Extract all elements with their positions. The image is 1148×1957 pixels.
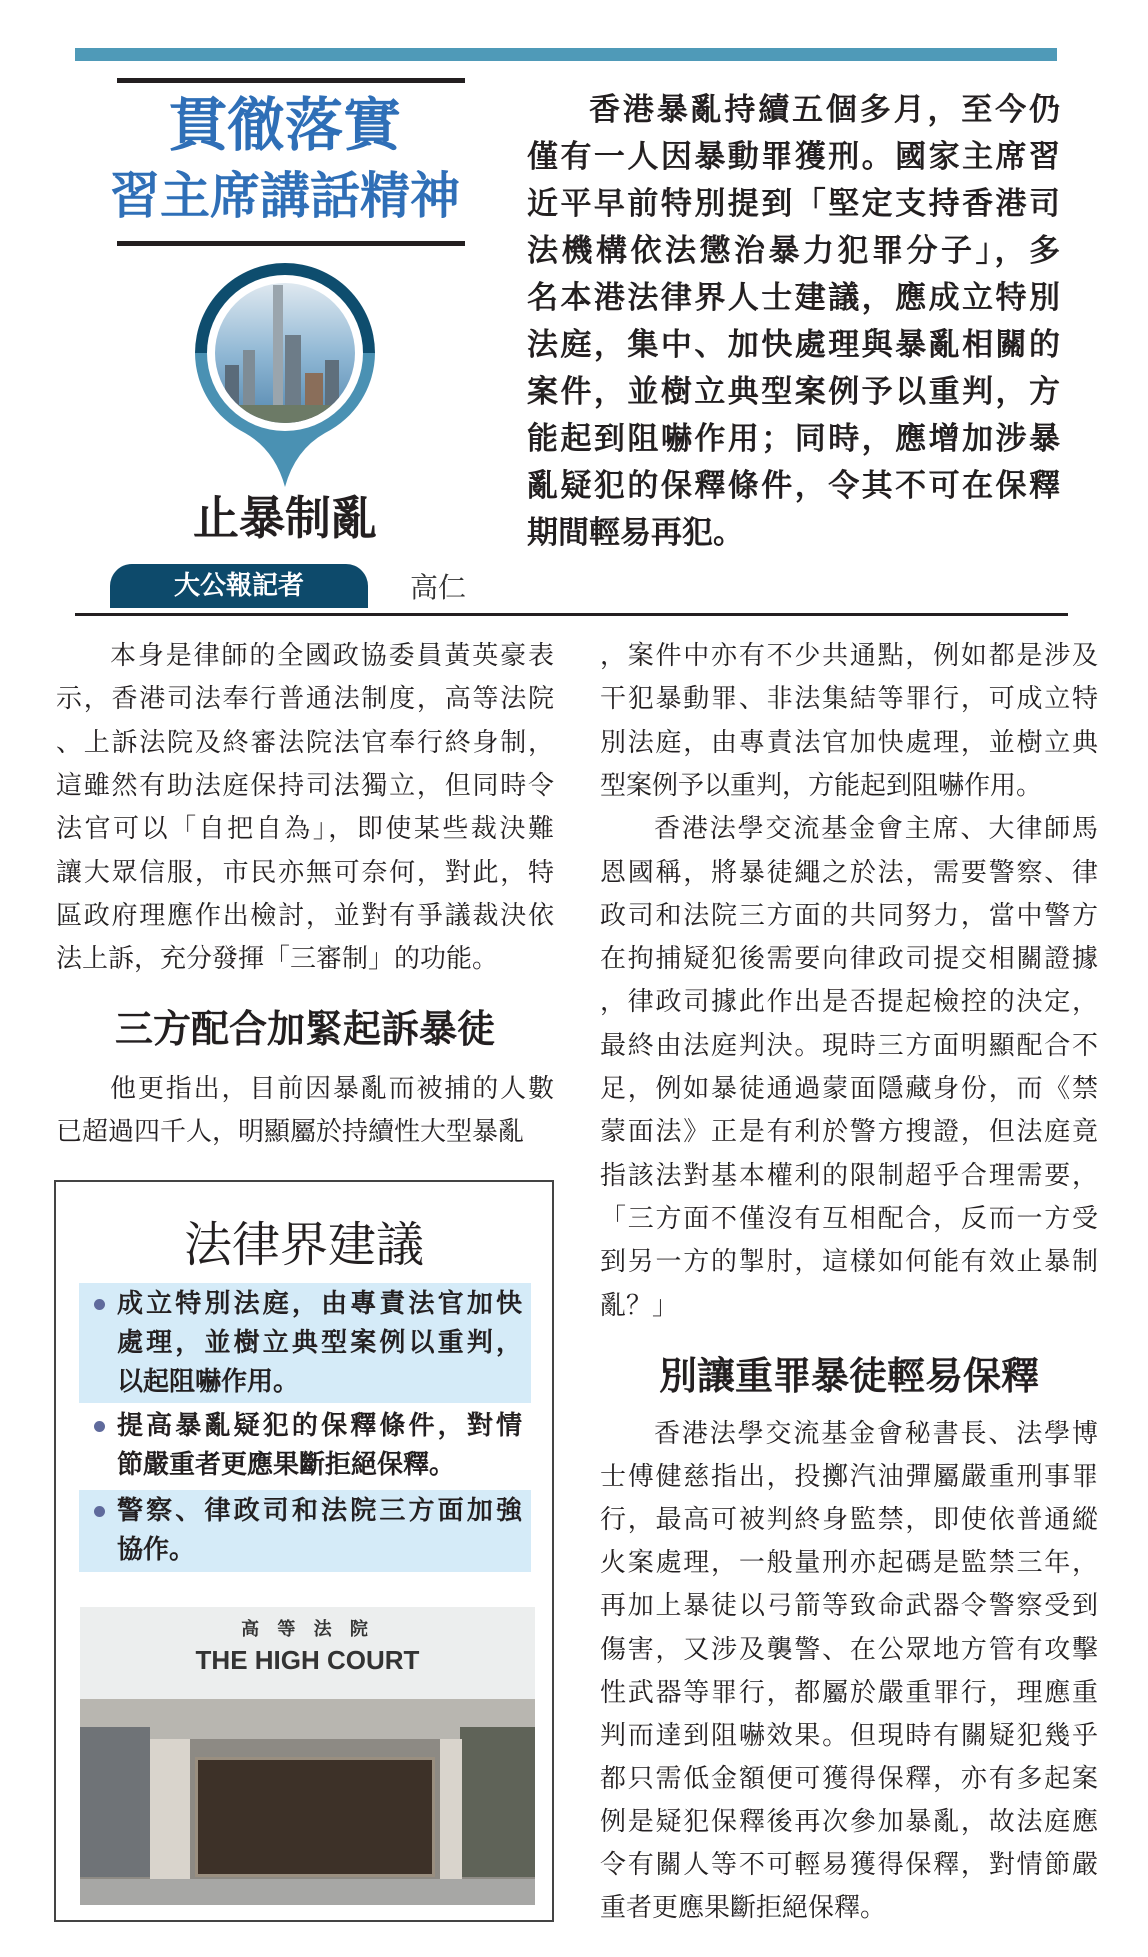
- body-line: 性武器等罪行，都屬於嚴重罪行，理應重: [600, 1677, 1098, 1708]
- body-line: 行，最高可被判終身監禁，即使依普通縱: [600, 1505, 1098, 1536]
- intro-line: 案件，並樹立典型案例予以重判，方: [527, 374, 1060, 410]
- kicker-line-1: 貫徹落實: [168, 91, 401, 159]
- body-line: 最終由法庭判決。現時三方面明顯配合不: [600, 1030, 1098, 1061]
- kicker-top-rule: [117, 78, 465, 83]
- body-line: 判而達到阻嚇效果。但現時有關疑犯幾乎: [600, 1720, 1098, 1751]
- body-line: 到另一方的掣肘，這樣如何能有效止暴制: [600, 1247, 1098, 1278]
- kicker-line-2: 習主席講話精神: [110, 167, 460, 225]
- recommendation-line: 警察、律政司和法院三方面加強: [117, 1496, 522, 1526]
- body-line: 恩國稱，將暴徒繩之於法，需要警察、律: [600, 857, 1098, 888]
- recommendation-line: 以起阻嚇作用。: [117, 1367, 300, 1397]
- body-line: 示，香港司法奉行普通法制度，高等法院: [56, 684, 554, 715]
- body-line: 傷害，又涉及襲警、在公眾地方管有攻擊: [600, 1634, 1098, 1665]
- recommendation-line: 成立特別法庭，由專責法官加快: [117, 1289, 522, 1319]
- intro-line: 香港暴亂持續五個多月，至今仍: [589, 92, 1060, 128]
- body-line: 已超過四千人，明顯屬於持續性大型暴亂: [56, 1117, 525, 1148]
- body-line: ，律政司據此作出是否提起檢控的決定，: [600, 987, 1098, 1018]
- bullet-icon: [94, 1421, 105, 1432]
- map-pin-photo-icon: [185, 255, 385, 490]
- body-line: 讓大眾信服，市民亦無可奈何，對此，特: [56, 857, 554, 888]
- body-line: 干犯暴動罪、非法集結等罪行，可成立特: [600, 684, 1098, 715]
- subhead-three-parties: 三方配合加緊起訴暴徒: [114, 1007, 495, 1051]
- recommendation-line: 節嚴重者更應果斷拒絕保釋。: [117, 1450, 456, 1480]
- bullet-icon: [94, 1299, 105, 1310]
- intro-line: 法機構依法懲治暴力犯罪分子」，多: [527, 233, 1060, 269]
- body-line: 都只需低金額便可獲得保釋，亦有多起案: [600, 1763, 1098, 1794]
- intro-line: 亂疑犯的保釋條件，令其不可在保釋: [527, 468, 1060, 504]
- intro-line: 僅有一人因暴動罪獲刑。國家主席習: [527, 139, 1060, 175]
- recommendation-line: 提高暴亂疑犯的保釋條件，對情: [117, 1411, 522, 1441]
- recommendation-line: 處理，並樹立典型案例以重判，: [117, 1328, 522, 1358]
- body-line: 亂？」: [600, 1290, 679, 1321]
- byline-author: 高仁: [410, 571, 467, 604]
- body-line: 蒙面法》正是有利於警方搜證，但法庭竟: [600, 1117, 1098, 1148]
- body-line: 足，例如暴徒通過蒙面隱藏身份，而《禁: [600, 1074, 1098, 1104]
- body-line: 香港法學交流基金會秘書長、法學博: [654, 1419, 1098, 1449]
- body-line: 法官可以「自把自為」，即使某些裁決難: [56, 814, 554, 845]
- body-line: 別法庭，由專責法官加快處理，並樹立典: [600, 727, 1098, 758]
- body-line: ，案件中亦有不少共通點，例如都是涉及: [600, 641, 1098, 671]
- body-line: 香港法學交流基金會主席、大律師馬: [654, 814, 1098, 845]
- intro-line: 期間輕易再犯。: [527, 515, 744, 551]
- intro-line: 名本港法律界人士建議，應成立特別: [527, 280, 1060, 316]
- body-line: 型案例予以重判，方能起到阻嚇作用。: [600, 770, 1043, 801]
- body-line: 他更指出，目前因暴亂而被捕的人數: [110, 1074, 554, 1104]
- recommendation-line: 協作。: [117, 1535, 196, 1565]
- column-title: 止暴制亂: [193, 491, 377, 545]
- intro-line: 能起到阻嚇作用；同時，應增加涉暴: [527, 421, 1060, 457]
- photo-sign-english: THE HIGH COURT: [195, 1645, 420, 1675]
- body-line: 這雖然有助法庭保持司法獨立，但同時令: [56, 770, 554, 801]
- body-line: 令有關人等不可輕易獲得保釋，對情節嚴: [600, 1850, 1098, 1880]
- bullet-icon: [94, 1506, 105, 1517]
- high-court-photo: [80, 1607, 535, 1905]
- header-divider: [75, 613, 1068, 616]
- body-line: 「三方面不僅沒有互相配合，反而一方受: [600, 1203, 1098, 1234]
- byline-badge-label: 大公報記者: [173, 571, 304, 601]
- body-line: 再加上暴徒以弓箭等致命武器令警察受到: [600, 1591, 1098, 1622]
- byline-badge: [110, 564, 368, 608]
- body-line: 例是疑犯保釋後再次參加暴亂，故法庭應: [600, 1806, 1098, 1837]
- body-line: 本身是律師的全國政協委員黃英豪表: [110, 641, 554, 671]
- subhead-bail: 別讓重罪暴徒輕易保釋: [658, 1354, 1039, 1398]
- body-line: 、上訴法院及終審法院法官奉行終身制，: [56, 727, 554, 758]
- photo-sign-chinese: 高 等 法 院: [241, 1619, 374, 1640]
- body-line: 政司和法院三方面的共同努力，當中警方: [600, 900, 1098, 931]
- sidebar-box-title: 法律界建議: [183, 1217, 424, 1273]
- body-line: 法上訴，充分發揮「三審制」的功能。: [56, 944, 499, 975]
- body-line: 在拘捕疑犯後需要向律政司提交相關證據: [600, 944, 1098, 975]
- intro-line: 近平早前特別提到「堅定支持香港司: [527, 186, 1060, 222]
- intro-line: 法庭，集中、加快處理與暴亂相關的: [527, 327, 1060, 363]
- body-line: 指該法對基本權利的限制超乎合理需要，: [600, 1160, 1098, 1191]
- body-line: 重者更應果斷拒絕保釋。: [600, 1893, 887, 1924]
- body-line: 火案處理，一般量刑亦起碼是監禁三年，: [600, 1548, 1098, 1579]
- body-line: 士傅健慈指出，投擲汽油彈屬嚴重刑事罪: [600, 1462, 1098, 1493]
- body-line: 區政府理應作出檢討，並對有爭議裁決依: [56, 900, 554, 931]
- kicker-bottom-rule: [117, 241, 465, 246]
- accent-bar: [75, 48, 1057, 61]
